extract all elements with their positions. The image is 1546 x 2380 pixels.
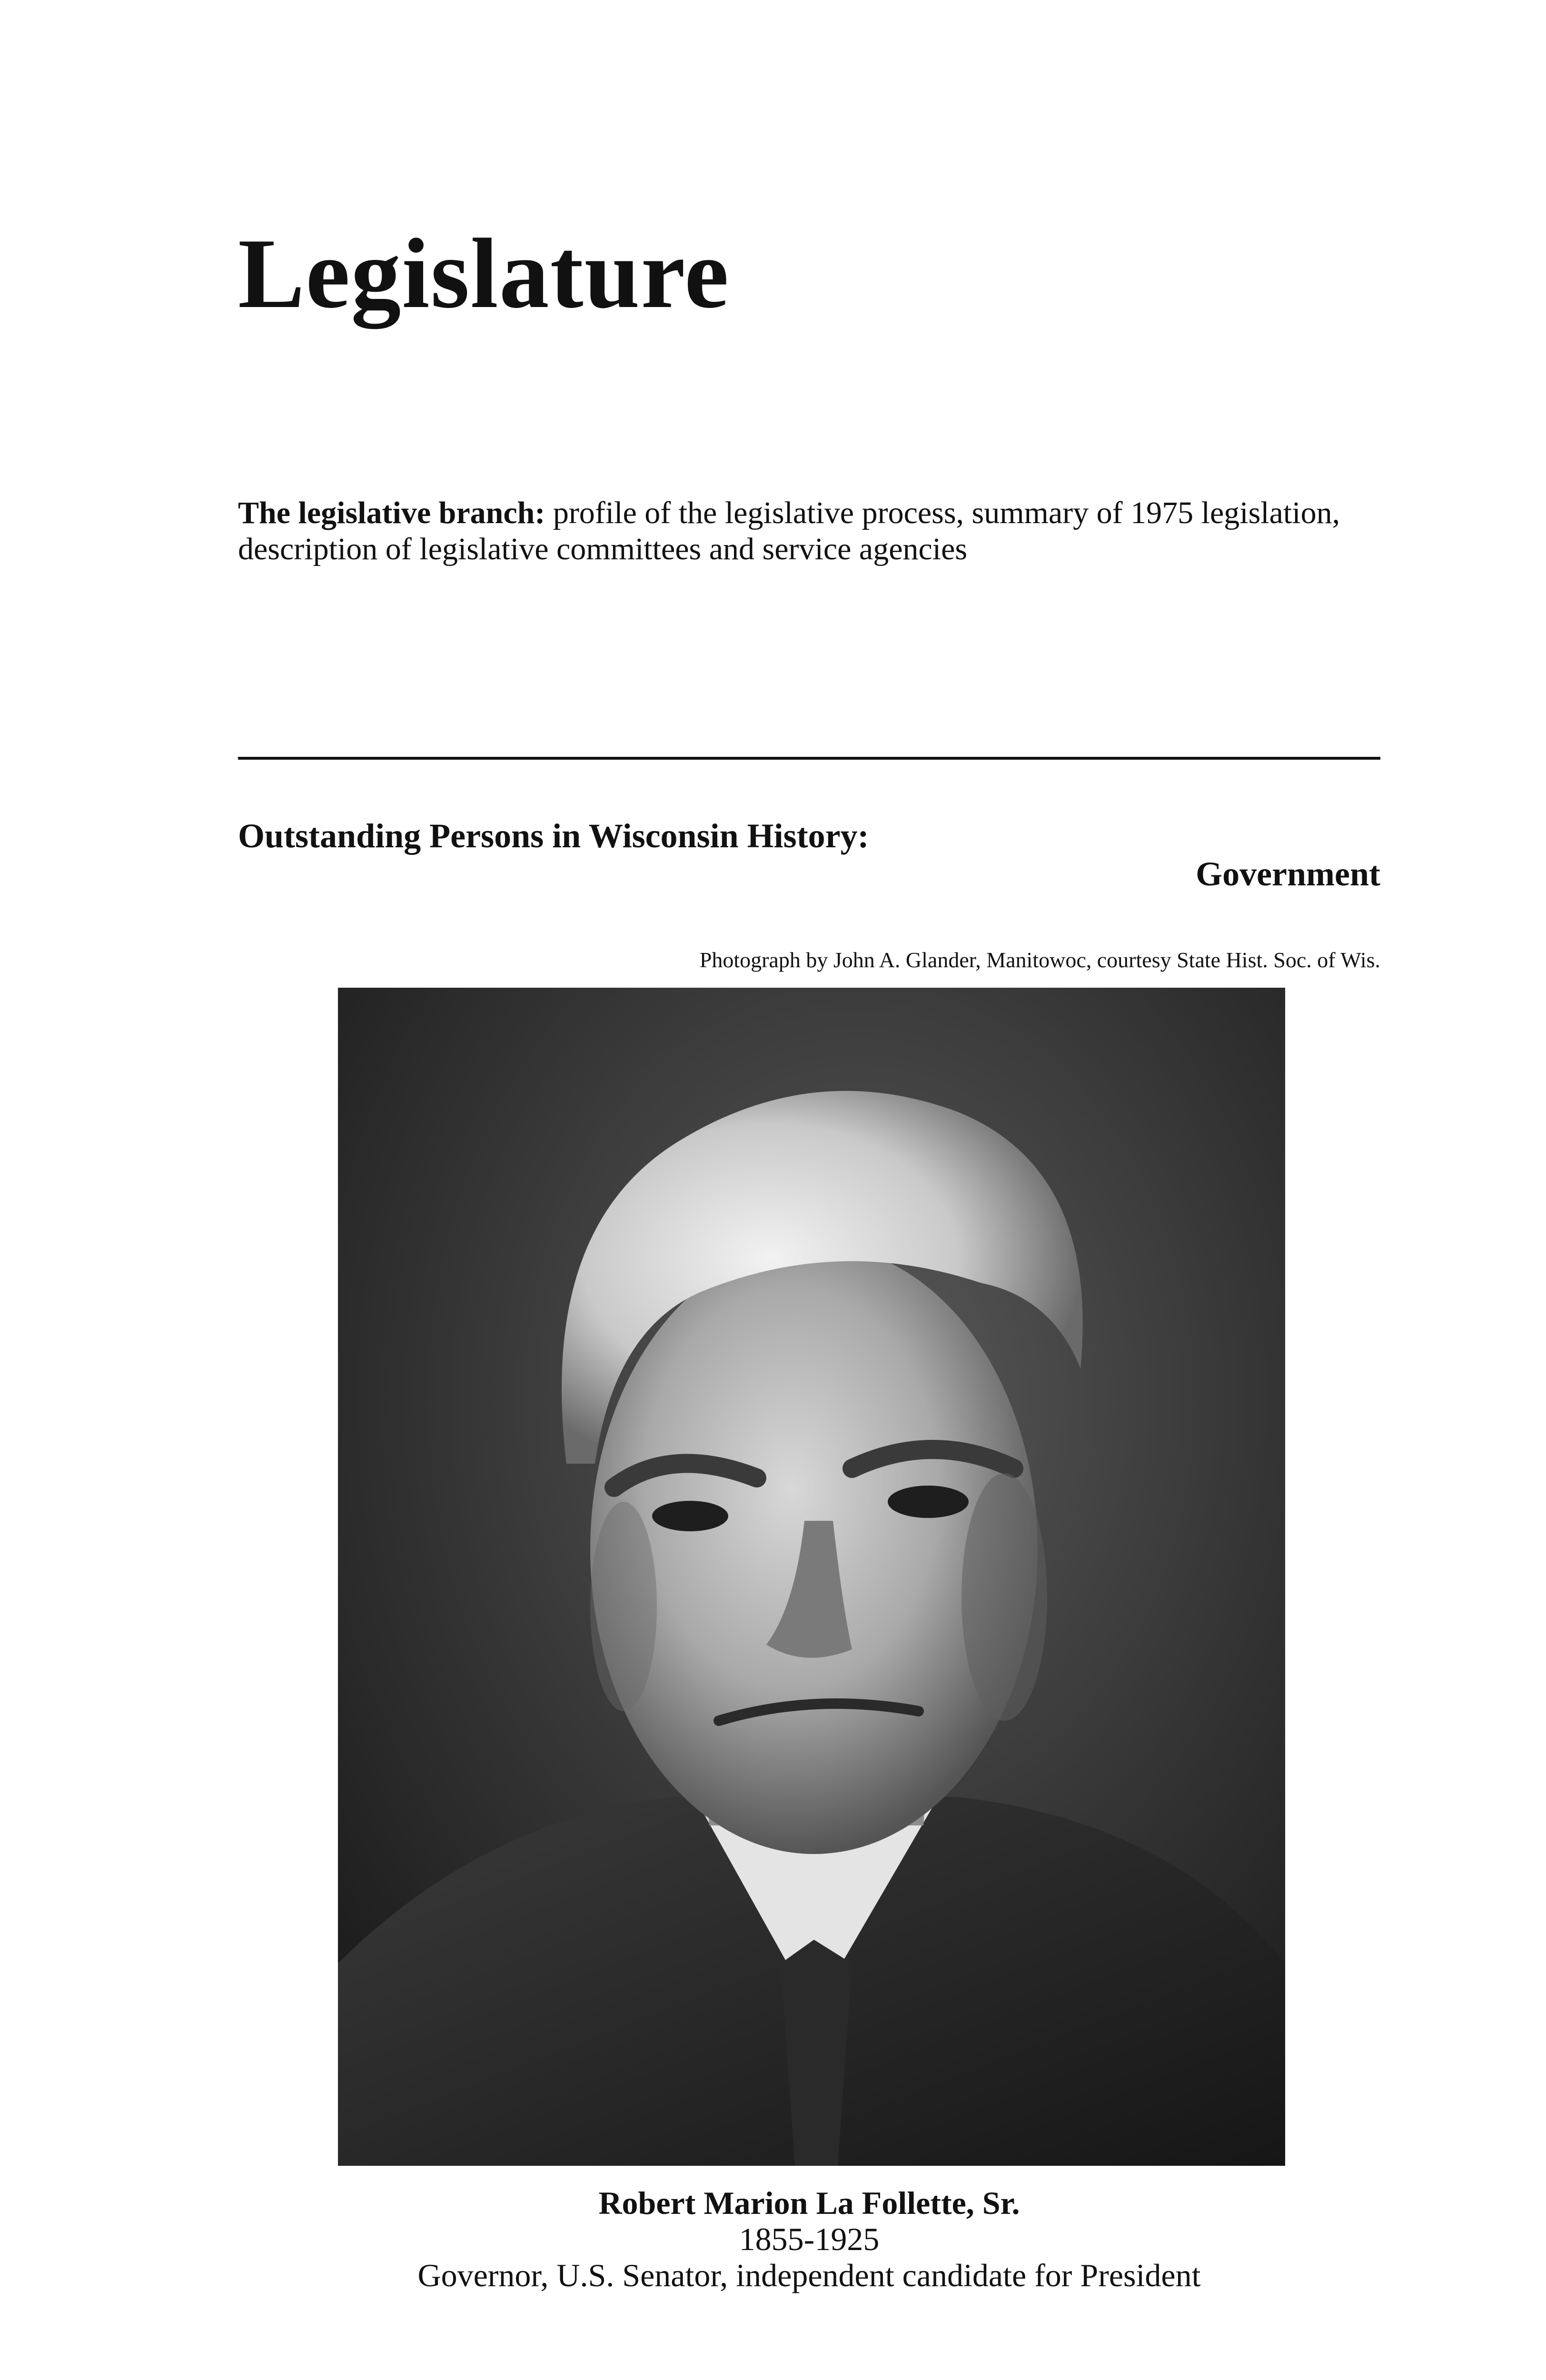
caption-name: Robert Marion La Follette, Sr. [598,2185,1020,2221]
portrait-photo [338,988,1285,2166]
caption-dates: 1855-1925 [739,2221,880,2258]
series-subject: Government [1196,855,1380,893]
section-intro [238,495,1380,567]
photo-caption [333,2185,1285,2293]
page-title: Legislature [238,218,730,329]
photo-credit: Photograph by John A. Glander, Manitowoc, courtesy State Hist. Soc. of Wis. [699,948,1380,972]
caption-roles: Governor, U.S. Senator, independent candidate for President [417,2257,1201,2294]
intro-lead: The legislative branch: [238,496,545,530]
intro-text: profile of the legislative process, summary of 1975 legislation, description of legislative committees and service agencies [238,496,1340,566]
portrait-illustration [338,988,1285,2166]
series-title: Outstanding Persons in Wisconsin History: [238,817,869,855]
horizontal-divider [238,757,1380,760]
